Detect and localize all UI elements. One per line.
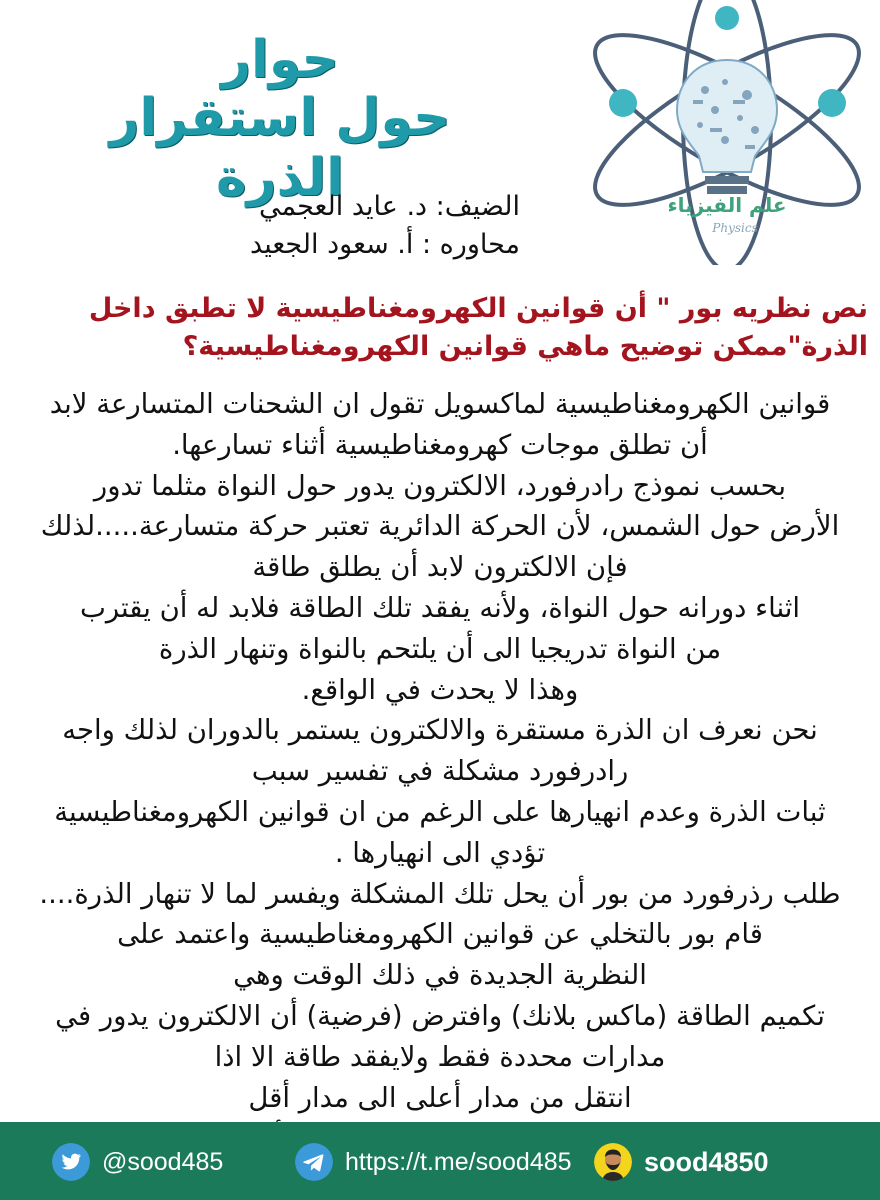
answer-line: النظرية الجديدة في ذلك الوقت وهي	[233, 959, 647, 992]
answer-line: رادرفورد مشكلة في تفسير سبب	[251, 755, 629, 788]
logo-text-en: Physics	[712, 221, 758, 235]
answer-block	[10, 384, 870, 1159]
twitter-bird-icon	[52, 1143, 90, 1181]
title-line-1: حوار	[221, 30, 339, 90]
answer-line: مدارات محددة فقط ولايفقد طاقة الا اذا	[214, 1040, 666, 1073]
answer-line: وهذا لا يحدث في الواقع.	[301, 673, 579, 706]
twitter-link[interactable]	[52, 1142, 223, 1182]
answer-line: طلب رذرفورد من بور أن يحل تلك المشكلة ويفسر لما لا تنهار الذرة....	[39, 877, 841, 910]
answer-line: انتقل من مدار أعلى الى مدار أقل	[248, 1081, 632, 1114]
snapchat-link[interactable]	[594, 1142, 769, 1182]
answer-line: أن تطلق موجات كهرومغناطيسية أثناء تسارعها.	[172, 428, 708, 461]
answer-line: قام بور بالتخلي عن قوانين الكهرومغناطيسية واعتمد على	[117, 918, 763, 951]
social-footer	[0, 1122, 880, 1200]
answer-line: تؤدي الى انهيارها .	[334, 836, 546, 869]
title-line-2: حول استقرار الذرة	[109, 88, 451, 208]
guest-credit: الضيف: د. عايد العجمي	[258, 191, 520, 222]
telegram-plane-icon	[295, 1143, 333, 1181]
answer-line: تكميم الطاقة (ماكس بلانك) وافترض (فرضية) أن الالكترون يدور في	[55, 999, 825, 1032]
question-line: الذرة"ممكن توضيح ماهي قوانين الكهرومغناطيسية؟	[182, 331, 868, 362]
twitter-handle: @sood485	[102, 1147, 224, 1176]
answer-line: ثبات الذرة وعدم انهيارها على الرغم من ان قوانين الكهرومغناطيسية	[54, 795, 826, 828]
logo-text-ar: علم الفيزياء	[667, 193, 787, 217]
answer-line: من النواة تدريجيا الى أن يلتحم بالنواة وتنهار الذرة	[158, 632, 722, 665]
telegram-url: https://t.me/sood485	[345, 1147, 572, 1176]
credits	[180, 188, 520, 264]
answer-line: فإن الالكترون لابد أن يطلق طاقة	[252, 551, 628, 584]
question-block	[22, 290, 868, 366]
answer-line: نحن نعرف ان الذرة مستقرة والالكترون يستمر بالدوران لذلك واجه	[62, 714, 818, 747]
interviewer-credit: محاوره : أ. سعود الجعيد	[250, 229, 520, 260]
telegram-link[interactable]	[295, 1142, 572, 1182]
physics-logo	[575, 0, 880, 265]
snapchat-avatar-icon	[594, 1143, 632, 1181]
answer-line: قوانين الكهرومغناطيسية لماكسويل تقول ان الشحنات المتسارعة لابد	[49, 388, 831, 420]
question-line: نص نظريه بور " أن قوانين الكهرومغناطيسية لا تطبق داخل	[88, 293, 868, 324]
snapchat-handle: sood4850	[644, 1146, 769, 1177]
answer-line: بحسب نموذج رادرفورد، الالكترون يدور حول النواة مثلما تدور	[93, 469, 787, 502]
answer-line: الأرض حول الشمس، لأن الحركة الدائرية تعتبر حركة متسارعة.....لذلك	[40, 510, 840, 543]
answer-line: اثناء دورانه حول النواة، ولأنه يفقد تلك الطاقة فلابد له أن يقترب	[79, 591, 801, 624]
